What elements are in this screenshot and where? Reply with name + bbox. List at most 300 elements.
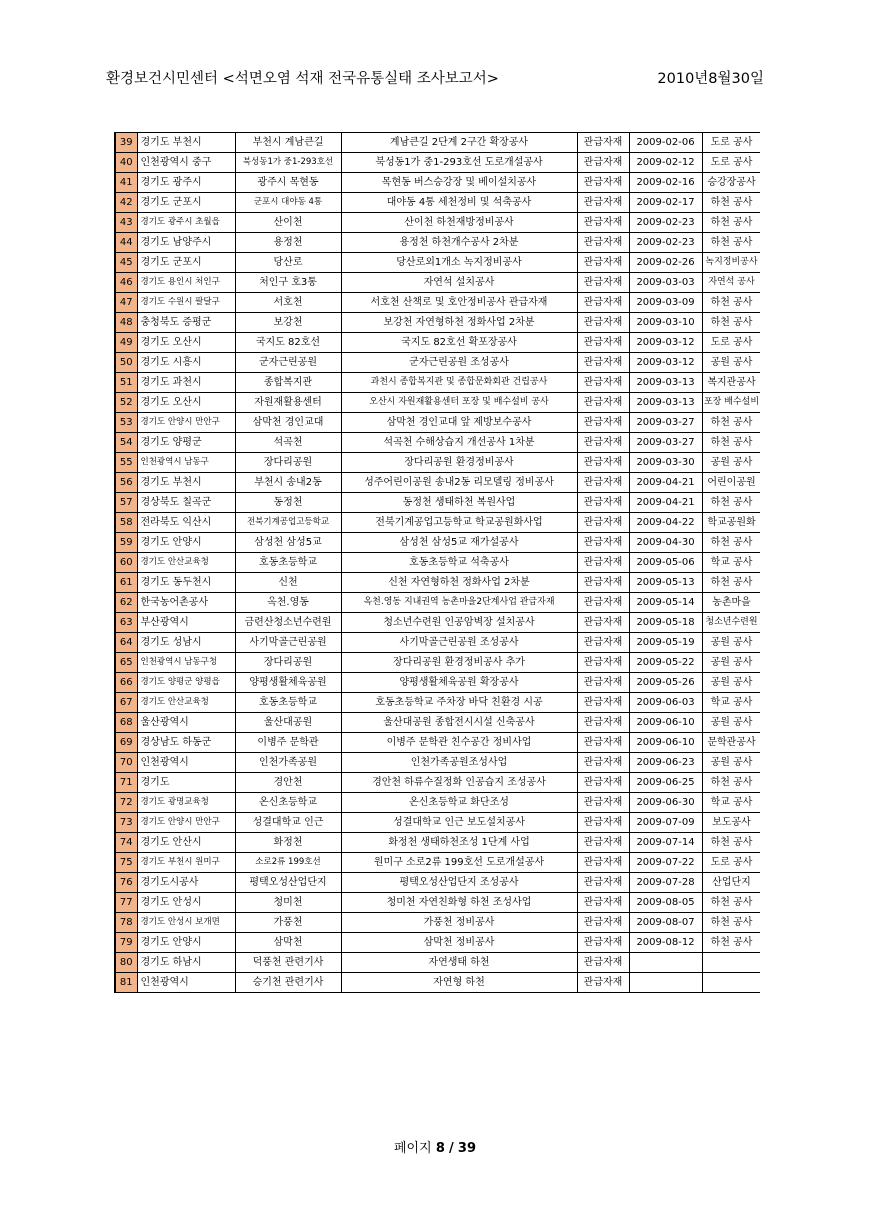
- cell-region: 경기도 안성시: [137, 893, 235, 913]
- cell-date: 2009-06-10: [629, 713, 702, 733]
- table-row: [115, 453, 760, 473]
- table-row: [115, 813, 760, 833]
- row-number: 80: [115, 953, 137, 973]
- table-row: [115, 413, 760, 433]
- row-number: 58: [115, 513, 137, 533]
- cell-site: 서호천: [235, 293, 341, 313]
- cell-region: 울산광역시: [137, 713, 235, 733]
- cell-date: 2009-02-06: [629, 133, 702, 153]
- row-number: 81: [115, 973, 137, 993]
- row-number: 75: [115, 853, 137, 873]
- cell-material-type: 관급자재: [577, 913, 629, 933]
- cell-date: 2009-07-09: [629, 813, 702, 833]
- cell-project: 삼막천 경인교대 앞 제방보수공사: [341, 413, 577, 433]
- table-row: [115, 313, 760, 333]
- cell-site: 광주시 목현동: [235, 173, 341, 193]
- cell-site: 삼막천: [235, 933, 341, 953]
- cell-region: 경기도 과천시: [137, 373, 235, 393]
- cell-site: 부천시 계남큰길: [235, 133, 341, 153]
- table-row: [115, 853, 760, 873]
- cell-material-type: 관급자재: [577, 633, 629, 653]
- cell-material-type: 관급자재: [577, 613, 629, 633]
- cell-material-type: 관급자재: [577, 373, 629, 393]
- cell-site: 북성동1가 중1-293호선: [235, 153, 341, 173]
- table-row: [115, 773, 760, 793]
- cell-material-type: 관급자재: [577, 673, 629, 693]
- table-row: [115, 553, 760, 573]
- table-row: [115, 533, 760, 553]
- cell-region: 인천광역시: [137, 973, 235, 993]
- cell-date: 2009-06-10: [629, 733, 702, 753]
- table-row: [115, 973, 760, 993]
- row-number: 72: [115, 793, 137, 813]
- cell-region: 경기도 부천시 원미구: [137, 853, 235, 873]
- cell-work-kind: 승강장공사: [702, 173, 760, 193]
- cell-site: 보강천: [235, 313, 341, 333]
- table-row: [115, 493, 760, 513]
- cell-site: 처인구 호3통: [235, 273, 341, 293]
- cell-material-type: 관급자재: [577, 253, 629, 273]
- cell-site: 장다리공원: [235, 653, 341, 673]
- table-body: [115, 133, 760, 993]
- row-number: 43: [115, 213, 137, 233]
- cell-site: 장다리공원: [235, 453, 341, 473]
- cell-date: 2009-04-30: [629, 533, 702, 553]
- cell-project: 장다리공원 환경정비공사 추가: [341, 653, 577, 673]
- cell-region: 경기도 수원시 팔달구: [137, 293, 235, 313]
- cell-material-type: 관급자재: [577, 553, 629, 573]
- table-row: [115, 573, 760, 593]
- cell-region: 경기도 안산교육청: [137, 693, 235, 713]
- cell-date: 2009-03-27: [629, 413, 702, 433]
- cell-date: 2009-08-07: [629, 913, 702, 933]
- cell-region: 경기도 오산시: [137, 333, 235, 353]
- cell-project: 사기막골근린공원 조성공사: [341, 633, 577, 653]
- cell-site: 양평생활체육공원: [235, 673, 341, 693]
- cell-material-type: 관급자재: [577, 593, 629, 613]
- cell-material-type: 관급자재: [577, 813, 629, 833]
- cell-work-kind: 청소년수련원: [702, 613, 760, 633]
- cell-date: 2009-02-17: [629, 193, 702, 213]
- cell-region: 경기도 오산시: [137, 393, 235, 413]
- cell-date: 2009-06-03: [629, 693, 702, 713]
- cell-date: 2009-03-03: [629, 273, 702, 293]
- cell-material-type: 관급자재: [577, 653, 629, 673]
- table-row: [115, 593, 760, 613]
- cell-work-kind: 공원 공사: [702, 713, 760, 733]
- page-total: 39: [457, 1141, 476, 1156]
- cell-project: 삼성천 삼성5교 재가설공사: [341, 533, 577, 553]
- cell-work-kind: 복지관공사: [702, 373, 760, 393]
- cell-material-type: 관급자재: [577, 273, 629, 293]
- cell-material-type: 관급자재: [577, 333, 629, 353]
- row-number: 57: [115, 493, 137, 513]
- row-number: 61: [115, 573, 137, 593]
- cell-project: 호동초등학교 주차장 바닥 친환경 시공: [341, 693, 577, 713]
- distribution-table-container: [114, 132, 760, 993]
- table-row: [115, 253, 760, 273]
- cell-date: 2009-03-12: [629, 353, 702, 373]
- cell-site: 평택오성산업단지: [235, 873, 341, 893]
- page-footer: [0, 1137, 870, 1156]
- cell-material-type: 관급자재: [577, 353, 629, 373]
- cell-date: 2009-03-12: [629, 333, 702, 353]
- cell-project: 청미천 자연친화형 하천 조성사업: [341, 893, 577, 913]
- cell-site: 당산로: [235, 253, 341, 273]
- cell-project: 화정천 생태하천조성 1단계 사업: [341, 833, 577, 853]
- cell-project: 국지도 82호선 확포장공사: [341, 333, 577, 353]
- cell-date: 2009-02-16: [629, 173, 702, 193]
- cell-work-kind: 하천 공사: [702, 233, 760, 253]
- document-date: 2010년8월30일: [657, 71, 764, 87]
- cell-work-kind: 하천 공사: [702, 773, 760, 793]
- cell-material-type: 관급자재: [577, 193, 629, 213]
- cell-region: 부산광역시: [137, 613, 235, 633]
- cell-date: 2009-04-21: [629, 473, 702, 493]
- cell-region: 경기도 용인시 처인구: [137, 273, 235, 293]
- table-row: [115, 173, 760, 193]
- cell-material-type: 관급자재: [577, 753, 629, 773]
- cell-site: 석곡천: [235, 433, 341, 453]
- cell-project: 동정천 생태하천 복원사업: [341, 493, 577, 513]
- row-number: 50: [115, 353, 137, 373]
- cell-work-kind: 공원 공사: [702, 353, 760, 373]
- cell-region: 경기도 양평군 양평읍: [137, 673, 235, 693]
- cell-work-kind: 학교 공사: [702, 553, 760, 573]
- cell-region: 경기도 안성시 보개면: [137, 913, 235, 933]
- cell-date: 2009-06-23: [629, 753, 702, 773]
- cell-project: 용정천 하천개수공사 2차분: [341, 233, 577, 253]
- cell-work-kind: 하천 공사: [702, 833, 760, 853]
- cell-site: 경안천: [235, 773, 341, 793]
- row-number: 77: [115, 893, 137, 913]
- cell-date: 2009-02-23: [629, 213, 702, 233]
- row-number: 55: [115, 453, 137, 473]
- cell-material-type: 관급자재: [577, 213, 629, 233]
- cell-date: 2009-02-23: [629, 233, 702, 253]
- cell-material-type: 관급자재: [577, 413, 629, 433]
- table-row: [115, 653, 760, 673]
- table-row: [115, 693, 760, 713]
- table-row: [115, 213, 760, 233]
- cell-date: 2009-04-22: [629, 513, 702, 533]
- cell-material-type: 관급자재: [577, 573, 629, 593]
- table-row: [115, 273, 760, 293]
- cell-material-type: 관급자재: [577, 893, 629, 913]
- cell-material-type: 관급자재: [577, 433, 629, 453]
- cell-region: 경기도 양평군: [137, 433, 235, 453]
- row-number: 78: [115, 913, 137, 933]
- cell-site: 산이천: [235, 213, 341, 233]
- cell-material-type: 관급자재: [577, 493, 629, 513]
- cell-region: 경상북도 칠곡군: [137, 493, 235, 513]
- table-row: [115, 713, 760, 733]
- cell-work-kind: 하천 공사: [702, 313, 760, 333]
- cell-project: 인천가족공원조성사업: [341, 753, 577, 773]
- page-label: 페이지: [394, 1141, 432, 1156]
- row-number: 60: [115, 553, 137, 573]
- table-row: [115, 673, 760, 693]
- cell-region: 경기도 광주시 초월읍: [137, 213, 235, 233]
- table-row: [115, 353, 760, 373]
- row-number: 71: [115, 773, 137, 793]
- cell-date: 2009-08-05: [629, 893, 702, 913]
- cell-date: 2009-03-13: [629, 373, 702, 393]
- row-number: 46: [115, 273, 137, 293]
- cell-region: 경기도 시흥시: [137, 353, 235, 373]
- cell-work-kind: 도로 공사: [702, 853, 760, 873]
- cell-work-kind: 하천 공사: [702, 413, 760, 433]
- cell-date: 2009-02-12: [629, 153, 702, 173]
- cell-region: 경기도: [137, 773, 235, 793]
- cell-region: 전라북도 익산시: [137, 513, 235, 533]
- cell-work-kind: 하천 공사: [702, 933, 760, 953]
- row-number: 47: [115, 293, 137, 313]
- cell-region: 경기도 군포시: [137, 193, 235, 213]
- cell-work-kind: 문학관공사: [702, 733, 760, 753]
- cell-work-kind: 어린이공원: [702, 473, 760, 493]
- cell-project: 전북기계공업고등학교 학교공원화사업: [341, 513, 577, 533]
- cell-site: 이병주 문학관: [235, 733, 341, 753]
- row-number: 48: [115, 313, 137, 333]
- cell-material-type: 관급자재: [577, 773, 629, 793]
- row-number: 73: [115, 813, 137, 833]
- table-row: [115, 913, 760, 933]
- cell-site: 청미천: [235, 893, 341, 913]
- cell-material-type: 관급자재: [577, 693, 629, 713]
- cell-date: 2009-05-18: [629, 613, 702, 633]
- cell-work-kind: 하천 공사: [702, 573, 760, 593]
- cell-work-kind: 농촌마을: [702, 593, 760, 613]
- table-row: [115, 393, 760, 413]
- cell-material-type: 관급자재: [577, 453, 629, 473]
- cell-region: 경기도 안산시: [137, 833, 235, 853]
- table-row: [115, 733, 760, 753]
- cell-project: 원미구 소로2류 199호선 도로개설공사: [341, 853, 577, 873]
- cell-work-kind: [702, 953, 760, 973]
- cell-site: 신천: [235, 573, 341, 593]
- cell-date: 2009-03-30: [629, 453, 702, 473]
- cell-project: 삼막천 정비공사: [341, 933, 577, 953]
- cell-site: 군포시 대야동 4통: [235, 193, 341, 213]
- cell-date: 2009-07-22: [629, 853, 702, 873]
- cell-site: 소로2류 199호선: [235, 853, 341, 873]
- cell-project: 자연석 설치공사: [341, 273, 577, 293]
- cell-project: 자연생태 하천: [341, 953, 577, 973]
- cell-work-kind: 공원 공사: [702, 673, 760, 693]
- cell-work-kind: 공원 공사: [702, 453, 760, 473]
- cell-work-kind: 하천 공사: [702, 293, 760, 313]
- cell-region: 인천광역시: [137, 753, 235, 773]
- cell-site: 울산대공원: [235, 713, 341, 733]
- cell-work-kind: 포장 배수설비: [702, 393, 760, 413]
- row-number: 63: [115, 613, 137, 633]
- cell-material-type: 관급자재: [577, 973, 629, 993]
- table-row: [115, 233, 760, 253]
- row-number: 49: [115, 333, 137, 353]
- cell-project: 신천 자연형하천 정화사업 2차분: [341, 573, 577, 593]
- cell-project: 목현동 버스승강장 및 베이설치공사: [341, 173, 577, 193]
- cell-project: 산이천 하천재방정비공사: [341, 213, 577, 233]
- document-title: 환경보건시민센터 <석면오염 석재 전국유통실태 조사보고서>: [106, 71, 499, 87]
- cell-work-kind: 도로 공사: [702, 333, 760, 353]
- table-row: [115, 793, 760, 813]
- table-row: [115, 433, 760, 453]
- cell-region: 경기도 부천시: [137, 133, 235, 153]
- cell-site: 군자근린공원: [235, 353, 341, 373]
- cell-work-kind: 도로 공사: [702, 153, 760, 173]
- cell-site: 종합복지관: [235, 373, 341, 393]
- cell-work-kind: 학교 공사: [702, 793, 760, 813]
- cell-region: 경기도 안양시: [137, 533, 235, 553]
- cell-site: 삼막천 경인교대: [235, 413, 341, 433]
- cell-site: 전북기계공업고등학교: [235, 513, 341, 533]
- row-number: 51: [115, 373, 137, 393]
- row-number: 65: [115, 653, 137, 673]
- cell-date: 2009-03-27: [629, 433, 702, 453]
- table-row: [115, 513, 760, 533]
- cell-work-kind: 공원 공사: [702, 753, 760, 773]
- cell-work-kind: 녹지정비공사: [702, 253, 760, 273]
- cell-date: [629, 953, 702, 973]
- cell-site: 호동초등학교: [235, 693, 341, 713]
- cell-project: 울산대공원 종합전시시설 신축공사: [341, 713, 577, 733]
- cell-material-type: 관급자재: [577, 533, 629, 553]
- cell-project: 청소년수련원 인공암벽장 설치공사: [341, 613, 577, 633]
- cell-project: 가풍천 정비공사: [341, 913, 577, 933]
- cell-material-type: 관급자재: [577, 313, 629, 333]
- cell-project: 경안천 하류수질정화 인공습지 조성공사: [341, 773, 577, 793]
- cell-site: 사기막골근린공원: [235, 633, 341, 653]
- cell-site: 용정천: [235, 233, 341, 253]
- table-row: [115, 953, 760, 973]
- cell-work-kind: 하천 공사: [702, 213, 760, 233]
- cell-material-type: 관급자재: [577, 873, 629, 893]
- cell-project: 석곡천 수해상습지 개선공사 1차분: [341, 433, 577, 453]
- row-number: 66: [115, 673, 137, 693]
- row-number: 79: [115, 933, 137, 953]
- cell-region: 경기도 부천시: [137, 473, 235, 493]
- table-row: [115, 193, 760, 213]
- cell-project: 자연형 하천: [341, 973, 577, 993]
- cell-date: 2009-05-22: [629, 653, 702, 673]
- cell-project: 과천시 종합복지관 및 종합문화회관 건립공사: [341, 373, 577, 393]
- cell-site: 화정천: [235, 833, 341, 853]
- table-row: [115, 873, 760, 893]
- cell-region: 경기도 안양시 만안구: [137, 413, 235, 433]
- row-number: 41: [115, 173, 137, 193]
- cell-date: 2009-06-30: [629, 793, 702, 813]
- cell-date: 2009-05-13: [629, 573, 702, 593]
- cell-region: 경기도 안산교육청: [137, 553, 235, 573]
- cell-work-kind: 산업단지: [702, 873, 760, 893]
- cell-site: 성결대학교 인근: [235, 813, 341, 833]
- cell-project: 온신초등학교 화단조성: [341, 793, 577, 813]
- row-number: 59: [115, 533, 137, 553]
- cell-date: 2009-08-12: [629, 933, 702, 953]
- cell-site: 동정천: [235, 493, 341, 513]
- cell-date: 2009-02-26: [629, 253, 702, 273]
- cell-work-kind: 하천 공사: [702, 433, 760, 453]
- cell-region: 경기도 남양주시: [137, 233, 235, 253]
- cell-material-type: 관급자재: [577, 393, 629, 413]
- cell-project: 성결대학교 인근 보도설치공사: [341, 813, 577, 833]
- cell-site: 온신초등학교: [235, 793, 341, 813]
- cell-site: 금련산청소년수련원: [235, 613, 341, 633]
- cell-material-type: 관급자재: [577, 853, 629, 873]
- table-row: [115, 373, 760, 393]
- table-row: [115, 933, 760, 953]
- cell-site: 승기천 관련기사: [235, 973, 341, 993]
- row-number: 45: [115, 253, 137, 273]
- cell-region: 인천광역시 남동구: [137, 453, 235, 473]
- cell-site: 삼성천 삼성5교: [235, 533, 341, 553]
- page-separator: /: [449, 1141, 454, 1156]
- distribution-table: [114, 132, 760, 993]
- cell-project: 북성동1가 중1-293호선 도로개설공사: [341, 153, 577, 173]
- table-row: [115, 893, 760, 913]
- cell-project: 대야동 4통 세천정비 및 석축공사: [341, 193, 577, 213]
- cell-region: 충청북도 증평군: [137, 313, 235, 333]
- cell-project: 당산로외1개소 녹지정비공사: [341, 253, 577, 273]
- cell-project: 장다리공원 환경정비공사: [341, 453, 577, 473]
- cell-project: 옥천.영동 지내권역 농촌마을2단계사업 관급자재: [341, 593, 577, 613]
- cell-material-type: 관급자재: [577, 953, 629, 973]
- cell-region: 경기도 하남시: [137, 953, 235, 973]
- cell-region: 인천광역시 남동구청: [137, 653, 235, 673]
- table-row: [115, 133, 760, 153]
- cell-region: 인천광역시 중구: [137, 153, 235, 173]
- cell-date: 2009-07-14: [629, 833, 702, 853]
- cell-project: 군자근린공원 조성공사: [341, 353, 577, 373]
- cell-material-type: 관급자재: [577, 133, 629, 153]
- cell-date: 2009-03-10: [629, 313, 702, 333]
- cell-region: 경기도 안양시: [137, 933, 235, 953]
- cell-date: 2009-05-06: [629, 553, 702, 573]
- cell-region: 경기도 군포시: [137, 253, 235, 273]
- row-number: 40: [115, 153, 137, 173]
- table-row: [115, 753, 760, 773]
- cell-project: 계남큰길 2단계 2구간 확장공사: [341, 133, 577, 153]
- cell-project: 이병주 문학관 친수공간 정비사업: [341, 733, 577, 753]
- cell-work-kind: [702, 973, 760, 993]
- cell-project: 오산시 자원재활용센터 포장 및 배수설비 공사: [341, 393, 577, 413]
- table-row: [115, 613, 760, 633]
- cell-material-type: 관급자재: [577, 833, 629, 853]
- table-row: [115, 633, 760, 653]
- cell-work-kind: 학교 공사: [702, 693, 760, 713]
- cell-region: 경상남도 하동군: [137, 733, 235, 753]
- row-number: 69: [115, 733, 137, 753]
- cell-project: 호동초등학교 석축공사: [341, 553, 577, 573]
- cell-site: 국지도 82호선: [235, 333, 341, 353]
- cell-project: 서호천 산책로 및 호안정비공사 관급자재: [341, 293, 577, 313]
- cell-site: 옥천.영동: [235, 593, 341, 613]
- table-row: [115, 153, 760, 173]
- table-row: [115, 293, 760, 313]
- cell-site: 덕풍천 관련기사: [235, 953, 341, 973]
- cell-project: 평택오성산업단지 조성공사: [341, 873, 577, 893]
- cell-site: 가풍천: [235, 913, 341, 933]
- cell-material-type: 관급자재: [577, 173, 629, 193]
- cell-region: 경기도 성남시: [137, 633, 235, 653]
- cell-work-kind: 하천 공사: [702, 893, 760, 913]
- cell-site: 부천시 송내2동: [235, 473, 341, 493]
- cell-site: 호동초등학교: [235, 553, 341, 573]
- row-number: 68: [115, 713, 137, 733]
- row-number: 67: [115, 693, 137, 713]
- cell-work-kind: 보도공사: [702, 813, 760, 833]
